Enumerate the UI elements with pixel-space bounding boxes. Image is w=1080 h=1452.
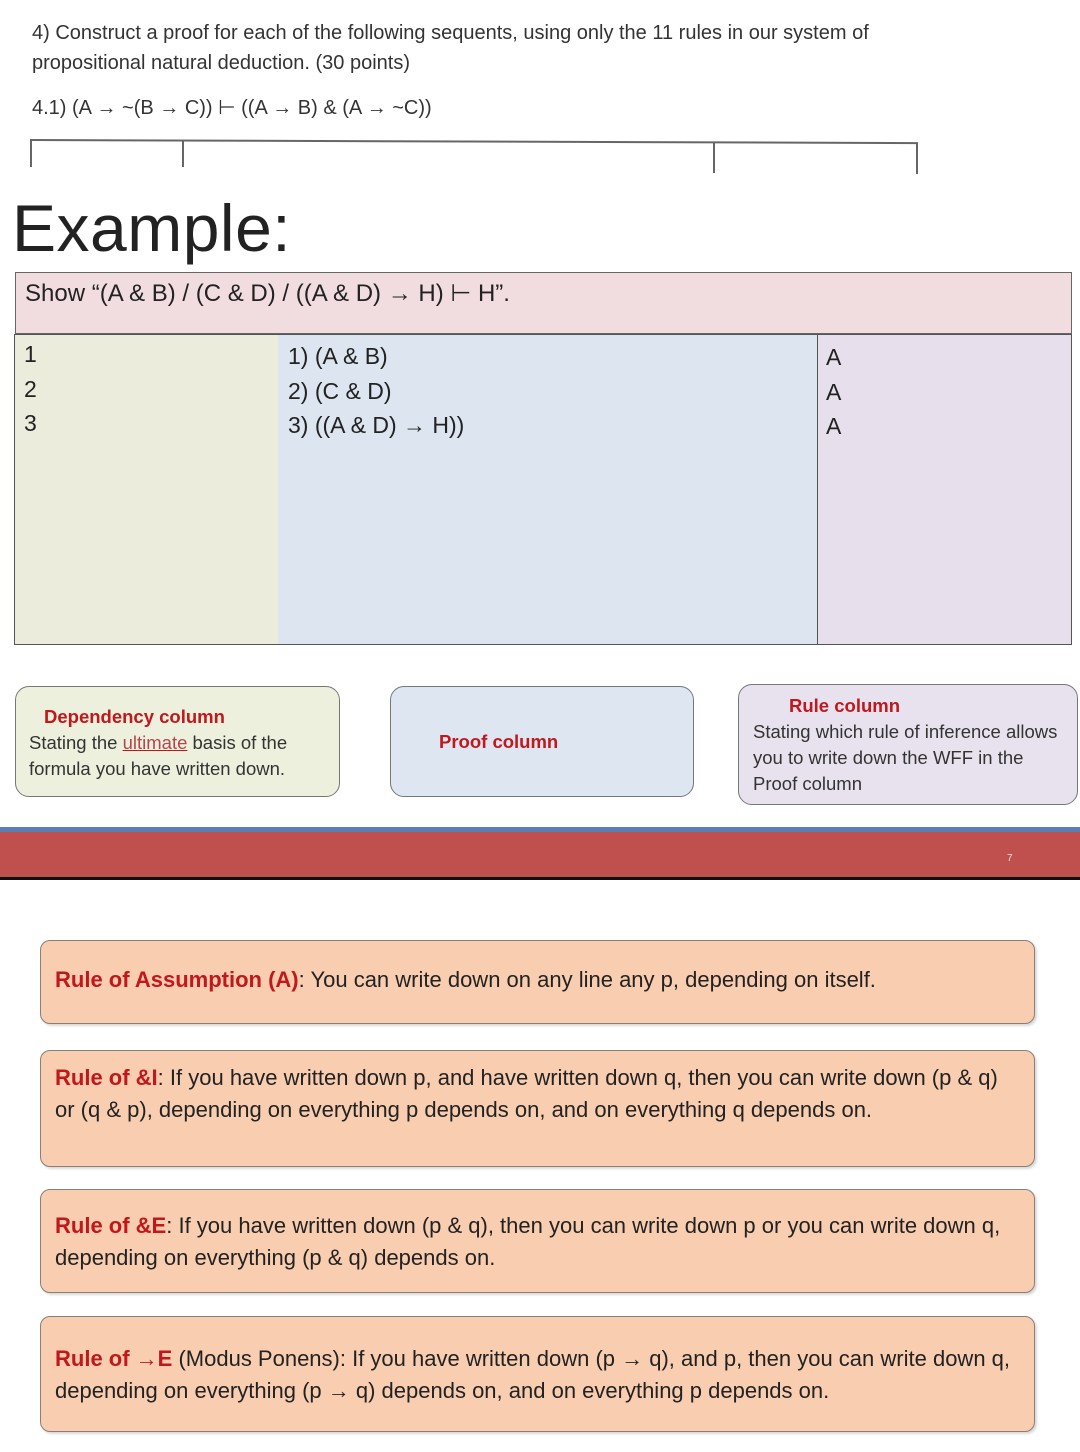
proof-cells [288, 339, 464, 443]
dependency-cell: 1 [24, 341, 37, 367]
proof-cell: 3) ((A & D) → H)) [288, 412, 465, 438]
dependency-cell: 3 [24, 410, 37, 436]
dependency-cells [24, 337, 37, 441]
rule-cells [826, 340, 841, 444]
bracket-tick [916, 144, 918, 174]
callout-text: Stating the [29, 732, 123, 753]
dependency-callout-title: Dependency column [44, 706, 225, 727]
rule-and-intro-box [40, 1050, 1035, 1167]
rule-text: : You can write down on any line any p, depending on itself. [298, 967, 876, 992]
rule-modus-ponens-box [40, 1316, 1035, 1432]
bracket-tick [713, 143, 715, 173]
page-number: 7 [1007, 853, 1013, 864]
show-statement: Show “(A & B) / (C & D) / ((A & D) → H) ⊢ H”. [25, 280, 510, 307]
proof-callout-title: Proof column [439, 731, 559, 752]
rule-cell: A [826, 344, 842, 370]
divider-line [0, 877, 1080, 880]
dependency-callout-text [29, 730, 339, 782]
rule-callout-title: Rule column [789, 695, 901, 716]
rule-name: Rule of &E [55, 1213, 167, 1238]
bracket-tick [182, 140, 184, 167]
rule-text: : If you have written down p, and have written down q, then you can write down (p & q) or (q & p), depending on everything p depends on, and on everything q depends on. [55, 1065, 998, 1122]
rule-callout-text: Stating which rule of inference allows you to write down the WFF in the Proof column [753, 721, 1058, 794]
question-title: 4) Construct a proof for each of the following sequents, using only the 11 rules in our system of propositional natural deduction. (30 points) [32, 22, 869, 74]
rule-column [817, 334, 1072, 645]
example-heading: Example: [12, 191, 292, 265]
rule-and-elim-box [40, 1189, 1035, 1293]
sequent-4-1: 4.1) (A → ~(B → C)) ⊢ ((A → B) & (A → ~C)) [32, 97, 432, 119]
rule-text: : If you have written down (p & q), then you can write down p or you can write down q, depending on everything (p & q) depends on. [55, 1213, 1001, 1270]
divider-red-band [0, 832, 1080, 878]
answer-bracket-line [30, 139, 918, 144]
rule-cell: A [826, 413, 842, 439]
ultimate-link: ultimate [122, 732, 188, 753]
dependency-callout [15, 686, 340, 797]
rule-name: Rule of →E [55, 1346, 173, 1371]
rule-assumption-box [40, 940, 1035, 1024]
proof-cell: 2) (C & D) [288, 377, 392, 404]
rule-text: (Modus Ponens): If you have written down (p → q), and p, then you can write down q, depending on everything (p → q) depends on, and on everything p depends on. [55, 1346, 1011, 1403]
rule-name: Rule of Assumption (A) [55, 967, 299, 992]
proof-cell: 1) (A & B) [288, 343, 388, 369]
rule-cell: A [826, 378, 842, 405]
callout-text: basis of the formula you have written down. [29, 732, 288, 779]
proof-callout [390, 686, 694, 797]
rule-callout [738, 684, 1078, 805]
dependency-cell: 2 [24, 375, 37, 402]
bracket-tick [30, 140, 32, 167]
dependency-column [14, 334, 279, 645]
rule-name: Rule of &I [55, 1065, 158, 1090]
